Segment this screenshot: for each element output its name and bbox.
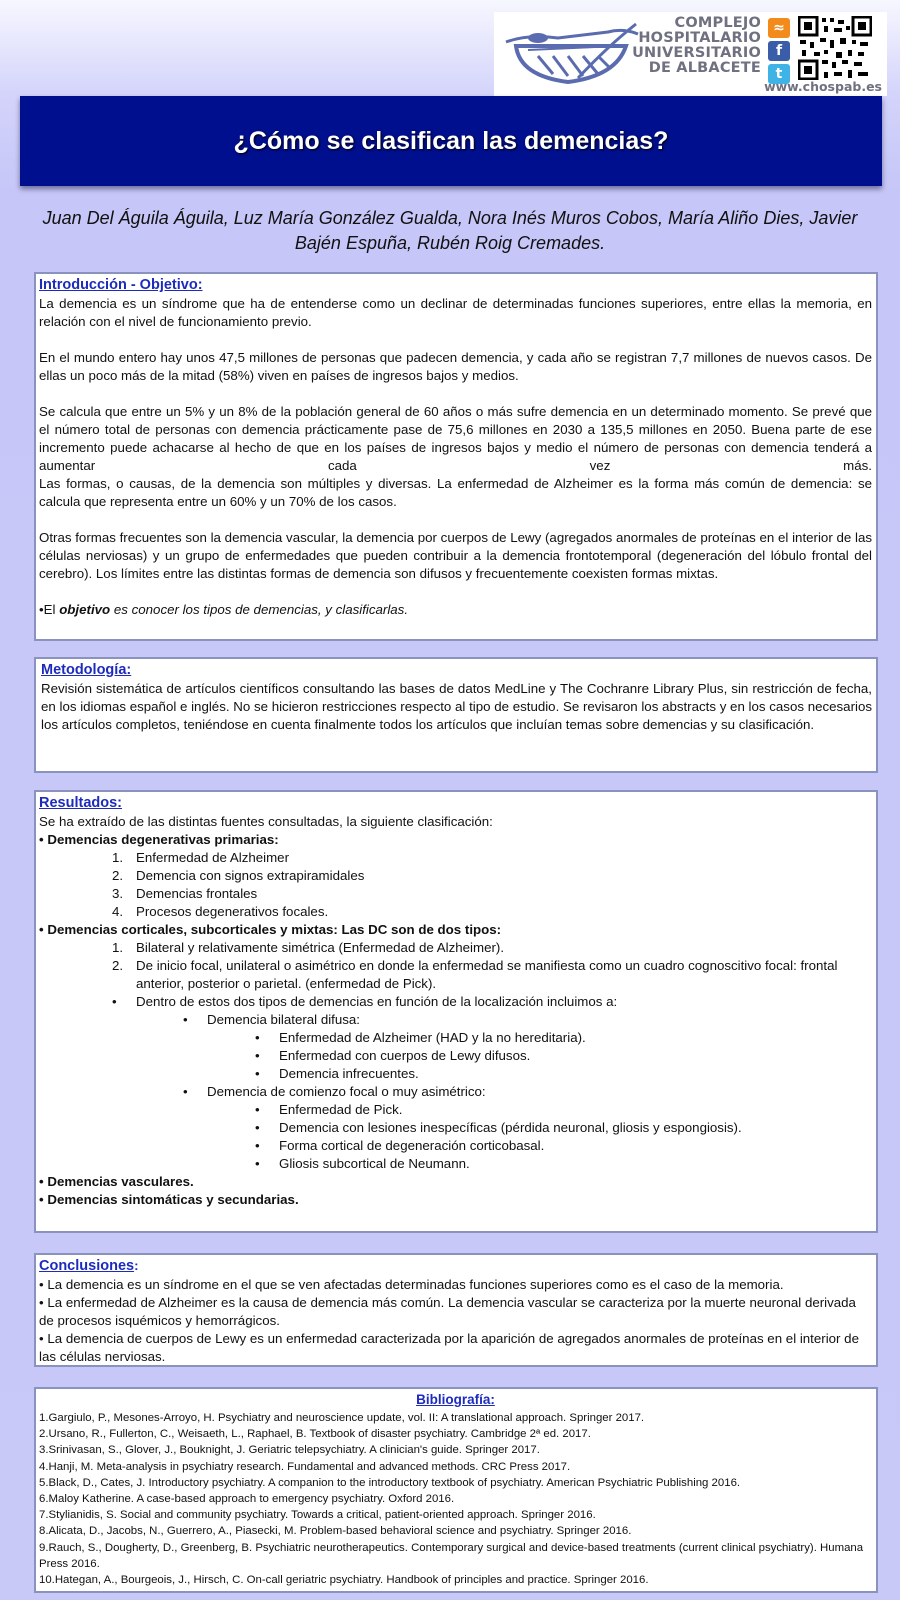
- bibliography-item: 2.Ursano, R., Fullerton, C., Weisaeth, L., Raphael, B. Textbook of disaster psychiatry. Cambridge 2ª ed. 2017.: [39, 1428, 591, 1441]
- conclusions-heading-colon: :: [134, 1258, 139, 1273]
- social-icons: [768, 18, 790, 87]
- intro-heading: Introducción - Objetivo:: [39, 277, 203, 293]
- list-item-text: Demencia bilateral difusa:: [207, 1012, 360, 1027]
- bibliography-item: 5.Black, D., Cates, J. Introductory psychiatry. A companion to the introductory textbook of psychiatry. American Psychiatric Publishing 2016.: [39, 1476, 741, 1489]
- list-item: [39, 1065, 872, 1083]
- list-item: [39, 903, 872, 921]
- results-group-degenerative: [39, 831, 872, 849]
- hospital-name: [626, 16, 761, 76]
- authors: Juan Del Águila Águila, Luz María González Gualda, Nora Inés Muros Cobos, María Aliño Dies, Javier Bajén Espuña, Rubén Roig Cremades.: [42, 208, 858, 253]
- conclusion-item: • La demencia de cuerpos de Lewy es un enfermedad caracterizada por la aparición de agregados anormales de proteínas en el interior de las células nerviosas.: [39, 1331, 859, 1364]
- bullet: •: [183, 1084, 188, 1099]
- group-degenerative-label: • Demencias degenerativas primarias:: [39, 832, 279, 847]
- bullet: •: [183, 1012, 188, 1027]
- results-group-vascular: [39, 1173, 872, 1191]
- bibliography-item: 6.Maloy Katherine. A case-based approach to emergency psychiatry. Oxford 2016.: [39, 1493, 455, 1506]
- list-number: 4.: [112, 904, 124, 919]
- intro-objective: [39, 601, 872, 619]
- list-item-text: Demencias frontales: [136, 886, 258, 901]
- list-item: [39, 885, 872, 903]
- bullet: •: [255, 1156, 260, 1171]
- bibliography-heading: Bibliografía:: [416, 1392, 495, 1407]
- list-item: [39, 1101, 872, 1119]
- bibliography-item: 10.Hategan, A., Bourgeois, J., Hirsch, C. On-call geriatric psychiatry. Handbook of principles and practice. Springer 2016.: [39, 1574, 649, 1587]
- list-item-text: Demencia con signos extrapiramidales: [136, 868, 365, 883]
- bibliography-item: 1.Gargiulo, P., Mesones-Arroyo, H. Psychiatry and neuroscience update, vol. II: A translational approach. Springer 2017.: [39, 1412, 645, 1424]
- bullet: •: [255, 1138, 260, 1153]
- conclusion-item: • La demencia es un síndrome en el que se ven afectadas determinadas funciones superiores como es el caso de la memoria.: [39, 1277, 784, 1292]
- focal-list: [39, 1101, 872, 1173]
- objective-keyword: objetivo: [59, 602, 111, 617]
- list-item-text: Enfermedad de Pick.: [279, 1102, 403, 1117]
- group-vascular-label: • Demencias vasculares.: [39, 1174, 194, 1189]
- facebook-icon[interactable]: f: [768, 41, 790, 61]
- intro-paragraph-1: La demencia es un síndrome que ha de entenderse como un declinar de determinadas funciones superiores, entre ellas la memoria, en relación con el nivel de funcionamiento previo.: [39, 296, 872, 329]
- bullet: •: [112, 994, 117, 1009]
- list-item: [39, 1083, 872, 1101]
- logo-line-4: DE ALBACETE: [648, 60, 761, 76]
- bibliography-list: [39, 1410, 872, 1588]
- results-heading: Resultados:: [39, 795, 122, 811]
- results-section: [34, 790, 878, 1233]
- intro-paragraph-5: Otras formas frecuentes son la demencia vascular, la demencia por cuerpos de Lewy (agregados anormales de proteínas en el interior de las células nerviosas) y un grupo de enfermedades que pueden contribuir a la demencia frontotemporal (degeneración del lóbulo frontal del cerebro). Los límites entre las distintas formas de demencia son difusos y frecuentemente coexisten formas mixtas.: [39, 530, 872, 581]
- bibliography-item: 9.Rauch, S., Dougherty, D., Greenberg, B. Psychiatric neurotherapeutics. Contemporary surgical and device-based treatments (current clinical psychiatry). Humana Press 2016.: [39, 1541, 864, 1570]
- bullet: •: [255, 1030, 260, 1045]
- list-number: 1.: [112, 940, 124, 955]
- conclusions-heading: Conclusiones: [39, 1258, 135, 1274]
- list-item: [39, 1011, 872, 1029]
- bibliography-item: 4.Hanji, M. Meta-analysis in psychiatry research. Fundamental and advanced methods. CRC Press 2017.: [39, 1460, 571, 1473]
- bibliography-item: 3.Srinivasan, S., Glover, J., Bouknight, J. Geriatric telepsychiatry. A clinician's guide. Springer 2017.: [39, 1444, 540, 1457]
- bullet: •: [255, 1120, 260, 1135]
- results-group-cortical: [39, 921, 872, 939]
- list-item-text: Dentro de estos dos tipos de demencias en función de la localización incluimos a:: [136, 994, 618, 1009]
- list-item: [39, 939, 872, 957]
- list-item-text: Enfermedad de Alzheimer (HAD y la no hereditaria).: [279, 1030, 586, 1045]
- list-item: [39, 1029, 872, 1047]
- logo-line-2: HOSPITALARIO: [638, 30, 761, 46]
- methodology-heading: Metodología:: [41, 662, 132, 678]
- logo-line-1: COMPLEJO: [674, 15, 761, 31]
- hospital-logo-block: [494, 12, 887, 96]
- list-item-text: Gliosis subcortical de Neumann.: [279, 1156, 470, 1171]
- bibliography-item: 8.Alicata, D., Jacobs, N., Guerrero, A., Piasecki, M. Problem-based behavioral science and psychiatry. Springer 2016.: [39, 1525, 632, 1538]
- list-item: [39, 957, 872, 993]
- hospital-url[interactable]: www.chospab.es: [764, 79, 882, 94]
- rss-icon[interactable]: ≈: [768, 18, 790, 38]
- list-item: [39, 1137, 872, 1155]
- list-item-text: Procesos degenerativos focales.: [136, 904, 329, 919]
- list-item: [39, 1155, 872, 1173]
- list-item-text: Demencia con lesiones inespecíficas (pérdida neuronal, gliosis y espongiosis).: [279, 1120, 742, 1135]
- bullet: •: [255, 1102, 260, 1117]
- list-number: 3.: [112, 886, 124, 901]
- bullet: •: [255, 1066, 260, 1081]
- list-item-text: Bilateral y relativamente simétrica (Enfermedad de Alzheimer).: [136, 940, 505, 955]
- qr-code-icon: [798, 16, 872, 80]
- list-item-text: Demencia infrecuentes.: [279, 1066, 419, 1081]
- intro-paragraph-2: En el mundo entero hay unos 47,5 millones de personas que padecen demencia, y cada año se registran 7,7 millones de nuevos casos. De ellas un poco más de la mitad (58%) viven en países de ingresos bajos y medios.: [39, 350, 872, 383]
- logo-line-3: UNIVERSITARIO: [632, 45, 761, 61]
- list-item-text: Forma cortical de degeneración corticobasal.: [279, 1138, 545, 1153]
- list-item-text: Enfermedad de Alzheimer: [136, 850, 289, 865]
- twitter-icon[interactable]: t: [768, 64, 790, 84]
- conclusion-item: • La enfermedad de Alzheimer es la causa de demencia más común. La demencia vascular se caracteriza por la muerte neuronal derivada de procesos isquémicos y hemorrágicos.: [39, 1295, 856, 1328]
- results-intro: Se ha extraído de las distintas fuentes consultadas, la siguiente clasificación:: [39, 814, 493, 829]
- list-item: [39, 867, 872, 885]
- objective-text: es conocer los tipos de demencias, y clasificarlas.: [110, 602, 409, 617]
- conclusions-list: [39, 1276, 872, 1366]
- bibliography-item: 7.Stylianidis, S. Social and community psychiatry. Towards a critical, patient-oriented approach. Springer 2016.: [39, 1509, 596, 1522]
- bullet: •: [255, 1048, 260, 1063]
- list-number: 1.: [112, 850, 124, 865]
- list-number: 2.: [112, 958, 124, 973]
- results-group-symptomatic: [39, 1191, 872, 1209]
- page-title: ¿Cómo se clasifican las demencias?: [233, 126, 669, 155]
- methodology-text: Revisión sistemática de artículos científicos consultando las bases de datos MedLine y The Cochranre Library Plus, sin restricción de fecha, en los idiomas español e inglés. No se hicieron restricciones respecto al tipo de estudio. Se revisaron los abstracts y en los casos necesarios los artículos completos, teniéndose en cuenta finalmente todos los artículos que incluían temas sobre demencias y su clasificación.: [41, 681, 872, 732]
- intro-paragraph-4: Las formas, o causas, de la demencia son múltiples y diversas. La enfermedad de Alzheimer es la forma más común de demencia: se calcula que representa entre un 60% y un 70% de los casos.: [39, 476, 872, 509]
- list-item-text: Enfermedad con cuerpos de Lewy difusos.: [279, 1048, 531, 1063]
- intro-paragraph-3: Se calcula que entre un 5% y un 8% de la población general de 60 años o más sufre demencia en un determinado momento. Se prevé que el número total de personas con demencia prácticamente pase de 75,6 millones en 2030 a 135,5 millones en 2050. Buena parte de ese incremento puede achacarse al hecho de que en los países de ingresos bajos y medio el número de personas con demencia tenderá a aumentar cada vez más.: [39, 404, 872, 473]
- bibliography-section: [34, 1387, 878, 1593]
- methodology-section: [34, 657, 878, 773]
- title-bar: [20, 96, 882, 186]
- list-item-text: De inicio focal, unilateral o asimétrico en donde la enfermedad se manifiesta como un cuadro cognoscitivo focal: frontal anterior, posterior o parietal. (enfermedad de Pick).: [136, 958, 838, 991]
- bilateral-list: [39, 1029, 872, 1083]
- intro-section: [34, 272, 878, 641]
- list-item: [39, 849, 872, 867]
- list-item: [39, 1047, 872, 1065]
- list-item: [39, 993, 872, 1011]
- list-number: 2.: [112, 868, 124, 883]
- list-item: [39, 1119, 872, 1137]
- group-cortical-label: • Demencias corticales, subcorticales y mixtas: Las DC son de dos tipos:: [39, 922, 502, 937]
- group-symptomatic-label: • Demencias sintomáticas y secundarias.: [39, 1192, 299, 1207]
- conclusions-section: [34, 1253, 878, 1367]
- degenerative-list: [39, 849, 872, 921]
- list-item-text: Demencia de comienzo focal o muy asimétrico:: [207, 1084, 486, 1099]
- objective-prefix: •El: [39, 602, 60, 617]
